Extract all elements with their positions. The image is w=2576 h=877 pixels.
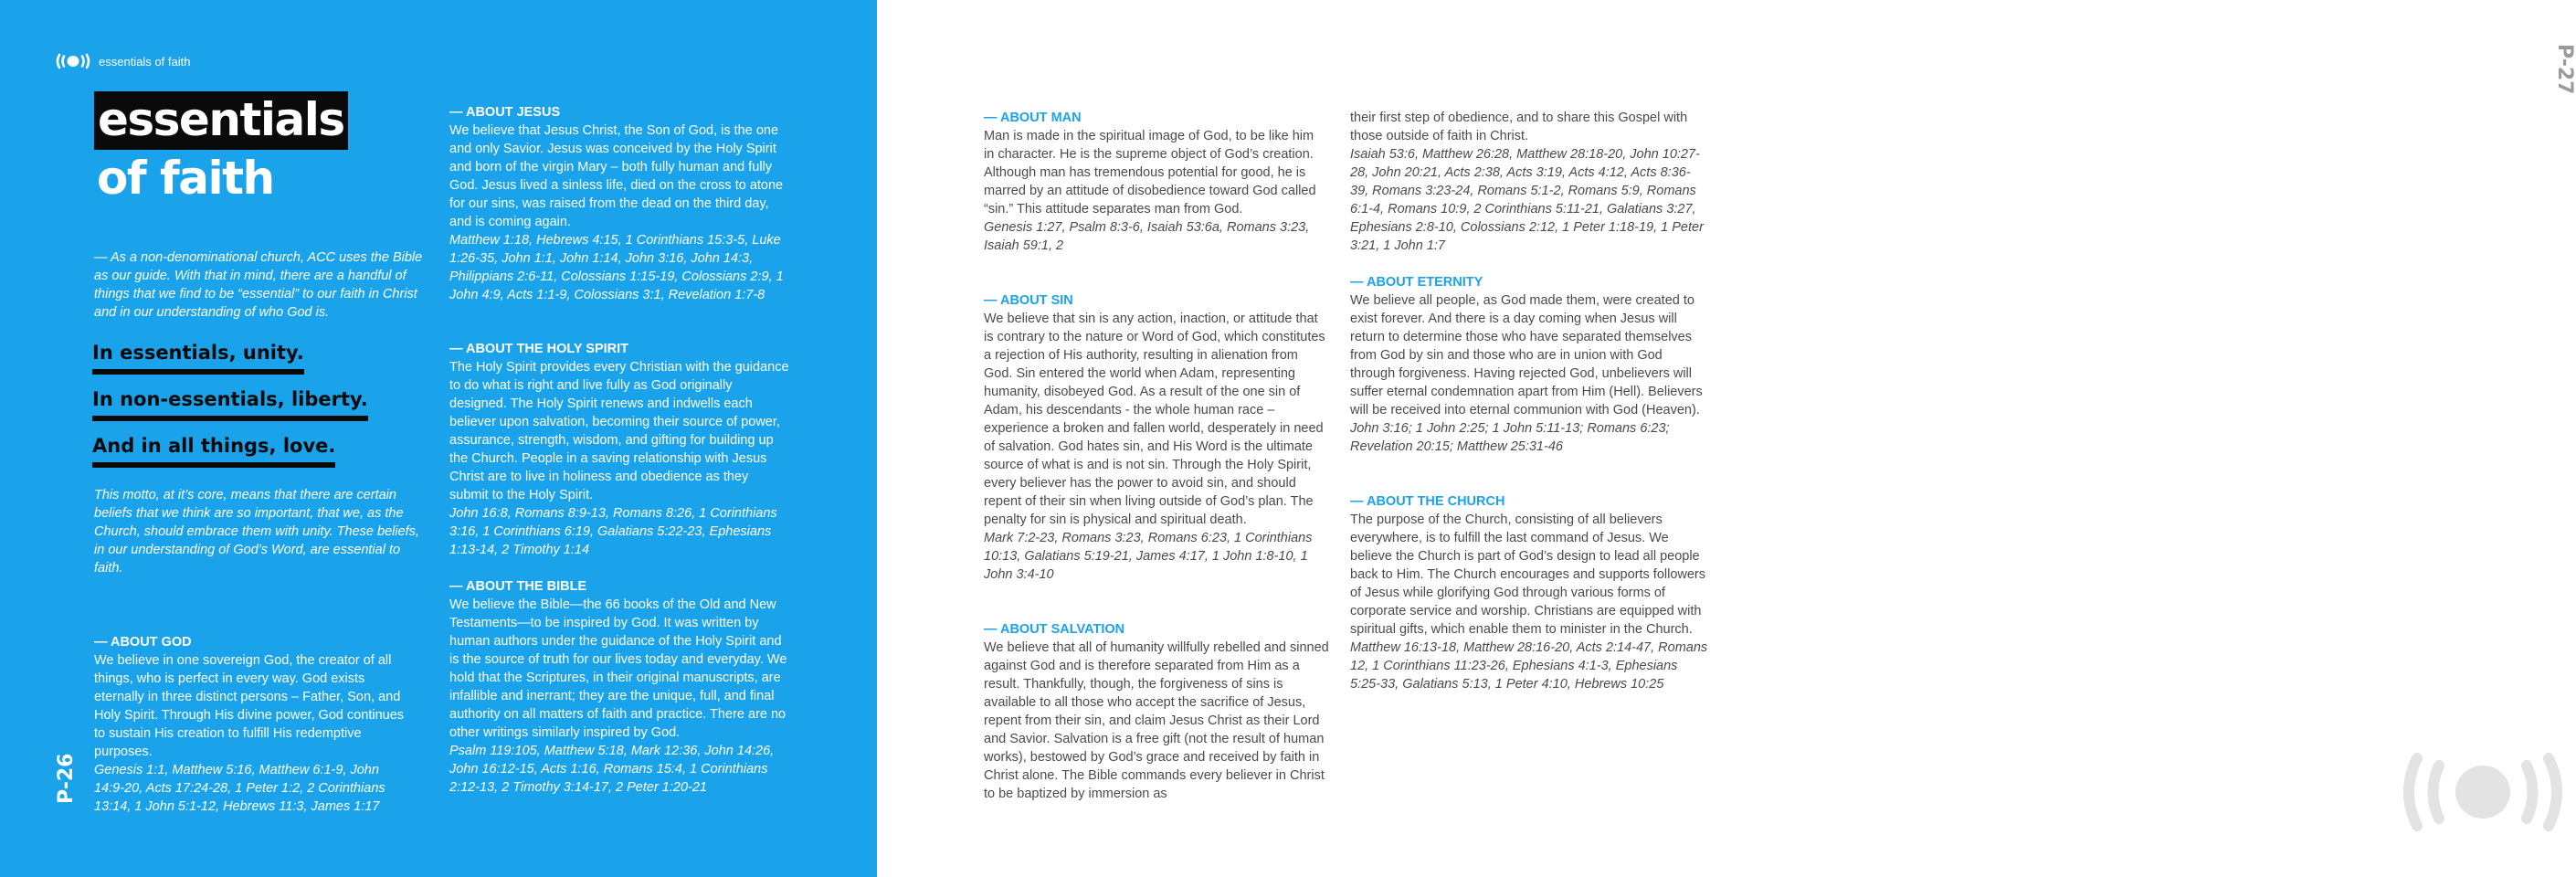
section-heading: — ABOUT THE HOLY SPIRIT xyxy=(449,342,629,356)
intro-paragraph: — As a non-denominational church, ACC uses the Bible as our guide. With that in mind, there are a handful of things that we find to be “essential” to our faith in Christ and in our understanding of who God is. xyxy=(94,250,423,320)
brand-name: essentials of faith xyxy=(99,54,191,69)
section-body: The purpose of the Church, consisting of all believers everywhere, is to fulfill the last command of Jesus. We believe the Church is part of God’s design to lead all people back to Him. The Church encourages and supports followers of Jesus while glorifying God through various forms of corporate service and worship. Christians are equipped with spiritual gifts, which enable them to minister in the Church. xyxy=(1350,512,1706,637)
section-refs: John 16:8, Romans 8:9-13, Romans 8:26, 1 Corinthians 3:16, 1 Corinthians 6:19, Galatians 5:22-23, Ephesians 1:13-14, 2 Timothy 1:14 xyxy=(449,506,777,557)
section-heading: — ABOUT THE BIBLE xyxy=(449,579,587,594)
section-body: We believe in one sovereign God, the creator of all things, who is perfect in every way. God exists eternally in three distinct persons – Father, Son, and Holy Spirit. Through His divine power, God continues to sustain His creation to fulfill His redemptive purposes. xyxy=(94,653,405,759)
section-refs: Genesis 1:1, Matthew 5:16, Matthew 6:1-9, John 14:9-20, Acts 17:24-28, 1 Peter 1:2, 2 Corinthians 13:14, 1 John 5:1-12, Hebrews 11:3, James 1:17 xyxy=(94,763,385,814)
section-heading: — ABOUT MAN xyxy=(984,111,1082,125)
section-refs: Mark 7:2-23, Romans 3:23, Romans 6:23, 1 Corinthians 10:13, Galatians 5:19-21, James 4:17, 1 John 1:8-10, 1 John 3:4-10 xyxy=(984,531,1313,582)
page-title xyxy=(94,91,348,205)
section-heading: — ABOUT ETERNITY xyxy=(1350,275,1483,290)
section-about-god xyxy=(94,633,405,816)
section-refs: Genesis 1:27, Psalm 8:3-6, Isaiah 53:6a, Romans 3:23, Isaiah 59:1, 2 xyxy=(984,220,1310,253)
motto-love: And in all things, love. xyxy=(92,435,335,468)
section-about-holy-spirit xyxy=(449,340,789,559)
section-body: Man is made in the spiritual image of God, to be like him in character. He is the supreme object of God’s creation. Although man has tremendous potential for good, he is marred by an attitude of disobedience toward God called “sin.” This attitude separates man from God. xyxy=(984,129,1316,217)
section-body: We believe all people, as God made them, were created to exist forever. And there is a day coming when Jesus will return to determine those who have separated themselves from God by sin and those who are in union with God through forgiveness. Having rejected God, unbelievers will suffer eternal condemnation apart from Him (Hell). Believers will be received into eternal communion with God (Heaven). xyxy=(1350,293,1703,417)
section-about-man xyxy=(984,109,1324,255)
section-body: We believe that sin is any action, inaction, or attitude that is contrary to the nature or Word of God, which constitutes a rejection of His authority, resulting in alienation from God. Sin entered the world when Adam, representing humanity, disobeyed God. As a result of the one sin of Adam, his descendants - the whole human race – experience a broken and fallen world, desperately in need of salvation. God hates sin, and His Word is the ultimate source of what is and is not sin. Through the Holy Spirit, every believer has the power to avoid sin, and should repent of their sin when living outside of God’s plan. The penalty for sin is physical and spiritual death. xyxy=(984,312,1325,527)
section-refs: Psalm 119:105, Matthew 5:18, Mark 12:36, John 14:26, John 16:12-15, Acts 1:16, Romans 15:4, 1 Corinthians 2:12-13, 2 Timothy 3:14-17, 2 Peter 1:20-21 xyxy=(449,744,775,795)
section-body: We believe that all of humanity willfully rebelled and sinned against God and is therefore separated from Him as a result. Thankfully, though, the forgiveness of sins is available to all those who accept the sacrifice of Jesus, repent from their sin, and claim Jesus Christ as their Lord and Savior. Salvation is a free gift (not the result of human works), bestowed by God’s grace and received by faith in Christ alone. The Bible commands every believer in Christ to be baptized by immersion as xyxy=(984,640,1329,801)
section-about-jesus xyxy=(449,103,789,304)
section-body-continued: their first step of obedience, and to share this Gospel with those outside of faith in Christ. xyxy=(1350,111,1688,143)
section-refs: John 3:16; 1 John 2:25; 1 John 5:11-13; Romans 6:23; Revelation 20:15; Matthew 25:31-46 xyxy=(1350,421,1670,454)
section-refs: Isaiah 53:6, Matthew 26:28, Matthew 28:18-20, John 10:27-28, John 20:21, Acts 2:38, Acts 3:19, Acts 4:12, Acts 8:36-39, Romans 3:23-24, Romans 5:1-2, Romans 5:9, Romans 6:1-4, Romans 10:9, 2 Corinthians 5:11-21, Galatians 3:27, Ephesians 2:8-10, Colossians 2:12, 1 Peter 1:18-19, 1 Peter 3:21, 1 John 1:7 xyxy=(1350,147,1704,253)
radio-waves-icon xyxy=(55,53,91,69)
section-about-salvation-continued xyxy=(1350,109,1705,255)
section-body: We believe that Jesus Christ, the Son of God, is the one and only Savior. Jesus was conceived by the Holy Spirit and born of the virgin Mary – both fully human and fully God. Jesus lived a sinless life, died on the cross to atone for our sins, was raised from the dead on the third day, and is coming again. xyxy=(449,123,784,229)
page-number-left: P-26 xyxy=(55,753,78,804)
section-about-eternity xyxy=(1350,273,1703,456)
right-page xyxy=(877,0,2576,877)
section-heading: — ABOUT GOD xyxy=(94,635,192,650)
motto-list xyxy=(92,342,368,481)
title-line-2: of faith xyxy=(97,152,274,205)
section-heading: — ABOUT THE CHURCH xyxy=(1350,494,1505,509)
section-about-bible xyxy=(449,577,789,797)
motto-unity: In essentials, unity. xyxy=(92,342,304,375)
section-body: We believe the Bible—the 66 books of the Old and New Testaments—to be inspired by God. It was written by human authors under the guidance of the Holy Spirit and is the source of truth for our lives today and everyday. We hold that the Scriptures, in their original manuscripts, are infallible and inerrant; they are the unique, full, and final authority on all matters of faith and practice. There are no other writings similarly inspired by God. xyxy=(449,597,787,740)
section-body: The Holy Spirit provides every Christian with the guidance to do what is right and live fully as God originally designed. The Holy Spirit renews and indwells each believer upon salvation, becoming their source of power, assurance, strength, wisdom, and gifting for building up the Church. People in a saving relationship with Jesus Christ are to live in holiness and obedience as they submit to the Holy Spirit. xyxy=(449,360,789,502)
section-about-church xyxy=(1350,492,1708,693)
radio-waves-icon xyxy=(2402,749,2563,835)
section-heading: — ABOUT SALVATION xyxy=(984,622,1125,637)
section-heading: — ABOUT SIN xyxy=(984,293,1073,308)
section-refs: Matthew 16:13-18, Matthew 28:16-20, Acts 2:14-47, Romans 12, 1 Corinthians 11:23-26, Ephesians 4:1-3, Ephesians 5:25-33, Galatians 5:13, 1 Peter 4:10, Hebrews 10:25 xyxy=(1350,640,1708,692)
section-about-sin xyxy=(984,291,1329,584)
section-refs: Matthew 1:18, Hebrews 4:15, 1 Corinthians 15:3-5, Luke 1:26-35, John 1:1, John 1:14, John 3:16, John 14:3, Philippians 2:6-11, Colossians 1:15-19, Colossians 2:9, 1 John 4:9, Acts 1:1-9, Colossians 3:1, Revelation 1:7-8 xyxy=(449,233,784,302)
page-number-right: P-27 xyxy=(2553,44,2576,95)
title-line-1: essentials xyxy=(94,91,348,150)
section-about-salvation xyxy=(984,620,1329,803)
motto-liberty: In non-essentials, liberty. xyxy=(92,388,368,421)
motto-explanation: This motto, at it’s core, means that there are certain beliefs that we think are so important, that we, as the Church, should embrace them with unity. These beliefs, in our understanding of God’s Word, are essential to faith. xyxy=(94,488,419,576)
brand-header xyxy=(55,53,190,69)
left-page xyxy=(0,0,877,877)
section-heading: — ABOUT JESUS xyxy=(449,105,561,120)
